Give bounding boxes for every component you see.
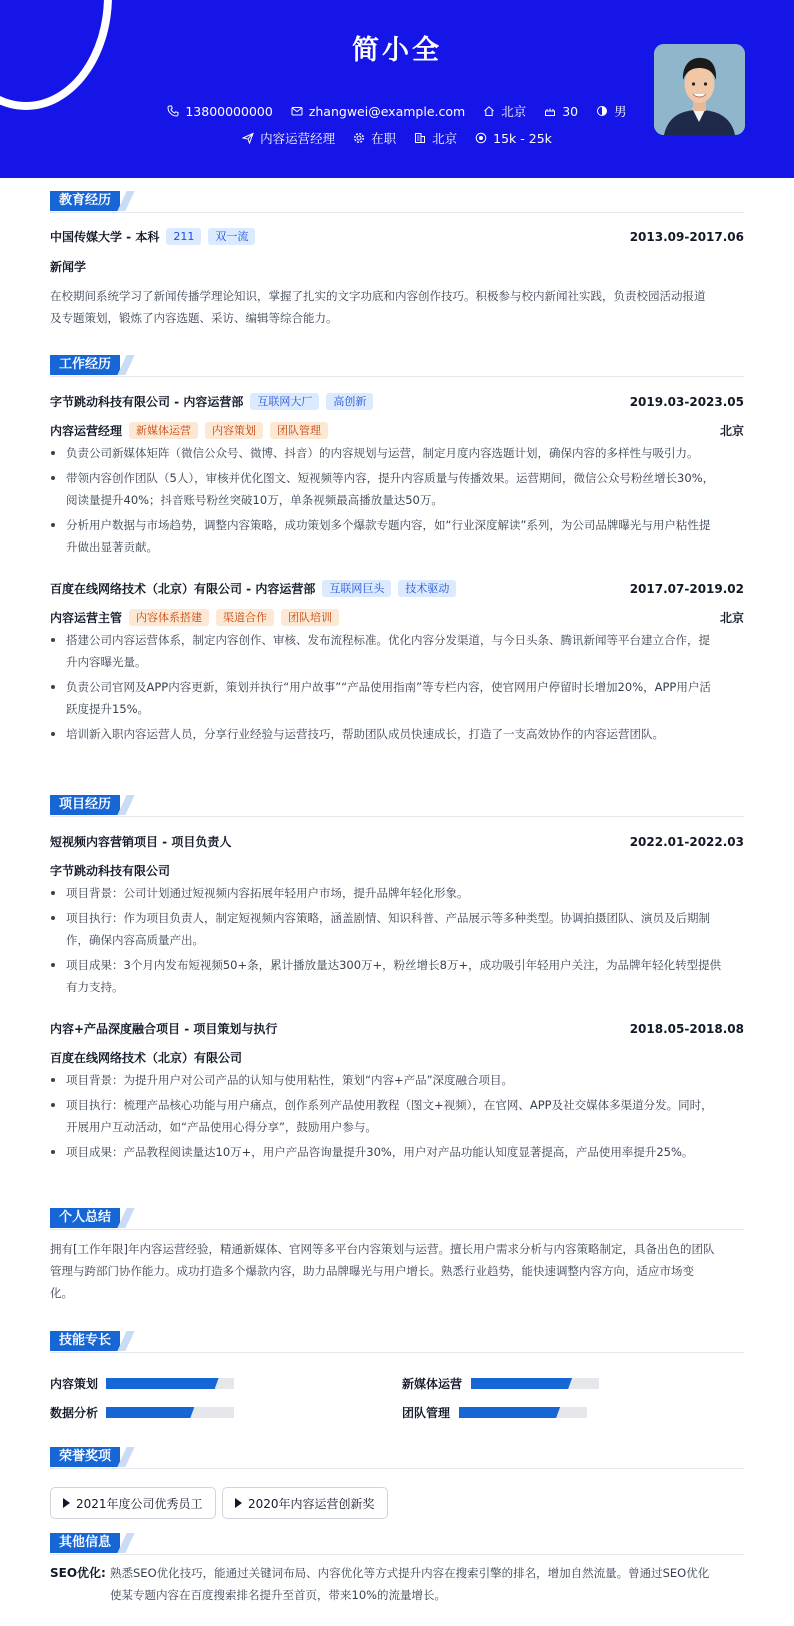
other-label: SEO优化: [50, 1566, 106, 1580]
bullet-item [50, 629, 744, 673]
company-name: 字节跳动科技有限公司 - 内容运营部 [50, 395, 244, 409]
bullet-item [50, 442, 744, 464]
company-tag: 技术驱动 [398, 580, 456, 597]
bullet-item [50, 723, 744, 745]
job-company-row [50, 580, 744, 597]
school-tag: 双一流 [208, 228, 255, 245]
role-tag: 团队管理 [270, 422, 328, 439]
school-name: 中国传媒大学 - 本科 [50, 230, 160, 244]
text-line: 分析用户数据与市场趋势，调整内容策略，成功策划多个爆款专题内容，如“行业深度解读”系列，为公司品牌曝光与用户粘性提 [66, 518, 711, 532]
bullet-item [50, 1069, 744, 1091]
honors-heading [50, 1447, 744, 1469]
text-line: 升做出显著贡献。 [66, 540, 158, 554]
work-section [50, 355, 744, 741]
summary-heading [50, 1208, 744, 1230]
candidate-name: 简小全 [352, 35, 442, 66]
status-text: 在职 [371, 131, 397, 146]
bullet-item [50, 954, 744, 998]
skill-bar [459, 1407, 587, 1418]
resume-header [0, 0, 794, 178]
salary-text: 15k - 25k [493, 130, 552, 146]
text-line: 拥有[工作年限]年内容运营经验，精通新媒体、官网等多平台内容策划与运营。擅长用户需求分析与内容策略制定，具备出色的团队 [50, 1242, 715, 1256]
other-text [110, 1562, 744, 1606]
building-icon [414, 132, 426, 144]
text-line: 跃度提升15%。 [66, 702, 150, 716]
phone-info [167, 102, 272, 120]
age-text: 30 [562, 103, 579, 119]
gender-info [596, 102, 627, 120]
mail-icon [291, 105, 303, 117]
job-role-row [50, 609, 744, 626]
bullet-item [50, 882, 744, 904]
cake-icon [544, 105, 556, 117]
project-date: 2022.01-2022.03 [629, 834, 744, 849]
summary-text [50, 1238, 744, 1304]
skill-fill [471, 1378, 572, 1389]
project-row [50, 1020, 744, 1037]
text-line: 项目背景：为提升用户对公司产品的认知与使用粘性，策划“内容+产品”深度融合项目。 [66, 1073, 514, 1087]
text-line: 负责公司官网及APP内容更新，策划并执行“用户故事”“产品使用指南”等专栏内容，使官网用户停留时长增加20%，APP用户活 [66, 680, 711, 694]
play-icon [63, 1498, 70, 1508]
job-company-row [50, 393, 744, 410]
text-line: 项目成果：3个月内发布短视频50+条，累计播放量达300万+，粉丝增长8万+，成功吸引年轻用户关注，为品牌年轻化转型提供 [66, 958, 722, 972]
gear-icon [353, 132, 365, 144]
skill-label: 新媒体运营 [402, 1377, 463, 1391]
age-info [544, 102, 578, 120]
education-heading [50, 191, 744, 213]
position-text: 内容运营经理 [260, 131, 336, 146]
send-icon [242, 132, 254, 144]
bullet-item [50, 907, 744, 951]
projects-section [50, 795, 744, 1159]
text-line: 化。 [50, 1286, 73, 1300]
summary-section [50, 1208, 744, 1300]
honors-list [50, 1487, 744, 1519]
text-line: 项目背景：公司计划通过短视频内容拓展年轻用户市场，提升品牌年轻化形象。 [66, 886, 469, 900]
skill-fill [106, 1407, 194, 1418]
section-title: 教育经历 [50, 191, 120, 211]
phone-icon [167, 105, 179, 117]
city-text: 北京 [432, 131, 458, 146]
skill-bar [106, 1378, 234, 1389]
coin-icon [475, 132, 487, 144]
portrait-image [654, 44, 745, 135]
text-line: 项目成果：产品教程阅读量达10万+，用户产品咨询量提升30%，用户对产品功能认知度显著提高，产品使用率提升25%。 [66, 1145, 694, 1159]
text-line: 开展用户互动活动，如“产品使用心得分享”，鼓励用户参与。 [66, 1120, 377, 1134]
text-line: 及专题策划，锻炼了内容选题、采访、编辑等综合能力。 [50, 311, 338, 325]
skills-heading [50, 1331, 744, 1353]
salary-info [475, 129, 552, 147]
job-city: 北京 [719, 424, 744, 438]
hometown-info [483, 102, 526, 120]
project-date: 2018.05-2018.08 [629, 1021, 744, 1036]
other-section [50, 1533, 744, 1602]
hometown-text: 北京 [501, 104, 527, 119]
status-info [353, 129, 396, 147]
skill-bar [106, 1407, 234, 1418]
company-tag: 互联网大厂 [250, 393, 319, 410]
projects-heading [50, 795, 744, 817]
email-info [291, 102, 465, 120]
role-tag: 新媒体运营 [129, 422, 198, 439]
text-line: 搭建公司内容运营体系，制定内容创作、审核、发布流程标准。优化内容分发渠道，与今日头条、腾讯新闻等平台建立合作，提 [66, 633, 710, 647]
text-line: 带领内容创作团队（5人），审核并优化图文、短视频等内容，提升内容质量与传播效果。运营期间，微信公众号粉丝增长30%， [66, 471, 715, 485]
text-line: 项目执行：作为项目负责人，制定短视频内容策略，涵盖剧情、知识科普、产品展示等多种类型。协调拍摄团队、演员及后期制 [66, 911, 710, 925]
role-tag: 渠道合作 [216, 609, 274, 626]
email-text: zhangwei@example.com [308, 103, 466, 119]
major-name: 新闻学 [50, 260, 87, 274]
education-date: 2013.09-2017.06 [629, 229, 744, 244]
text-line: 有力支持。 [66, 980, 124, 994]
award-label: 2020年内容运营创新奖 [248, 1496, 375, 1511]
school-tag: 211 [166, 228, 201, 245]
bullet-item [50, 1094, 744, 1138]
award-item [50, 1487, 216, 1519]
skills-section [50, 1331, 744, 1420]
text-line: 在校期间系统学习了新闻传播学理论知识，掌握了扎实的文字功底和内容创作技巧。积极参与校内新闻社实践，负责校园活动报道 [50, 289, 706, 303]
section-title: 个人总结 [50, 1208, 120, 1228]
section-title: 技能专长 [50, 1331, 120, 1351]
section-title: 工作经历 [50, 355, 120, 375]
project-org: 字节跳动科技有限公司 [50, 864, 171, 878]
role-tag: 内容策划 [205, 422, 263, 439]
job-date: 2017.07-2019.02 [629, 581, 744, 596]
job-date: 2019.03-2023.05 [629, 394, 744, 409]
project-name: 短视频内容营销项目 - 项目负责人 [50, 835, 232, 849]
job-role: 内容运营经理 [50, 424, 123, 438]
award-item [222, 1487, 388, 1519]
text-line: 熟悉SEO优化技巧，能通过关键词布局、内容优化等方式提升内容在搜索引擎的排名，增加自然流量。曾通过SEO优化 [110, 1566, 710, 1580]
bullet-item [50, 467, 744, 511]
skill-label: 团队管理 [402, 1406, 451, 1420]
text-line: 使某专题内容在百度搜索排名提升至首页，带来10%的流量增长。 [110, 1588, 447, 1602]
text-line: 阅读量提升40%；抖音账号粉丝突破10万，单条视频最高播放量达50万。 [66, 493, 443, 507]
section-title: 项目经历 [50, 795, 120, 815]
project-name: 内容+产品深度融合项目 - 项目策划与执行 [50, 1022, 278, 1036]
project-row [50, 833, 744, 850]
position-info [242, 129, 335, 147]
text-line: 项目执行：梳理产品核心功能与用户痛点，创作系列产品使用教程（图文+视频），在官网、APP及社交媒体多渠道分发。同时， [66, 1098, 713, 1112]
text-line: 作，确保内容高质量产出。 [66, 933, 204, 947]
company-name: 百度在线网络技术（北京）有限公司 - 内容运营部 [50, 582, 316, 596]
job-role: 内容运营主管 [50, 611, 123, 625]
text-line: 升内容曝光量。 [66, 655, 147, 669]
gender-text: 男 [614, 104, 627, 119]
phone-text: 13800000000 [185, 103, 273, 119]
city-info [414, 129, 457, 147]
text-line: 管理与跨部门协作能力。成功打造多个爆款内容，助力品牌曝光与用户增长。熟悉行业趋势，能快速调整内容方向，适应市场变 [50, 1264, 694, 1278]
skill-fill [459, 1407, 560, 1418]
company-tag: 高创新 [326, 393, 373, 410]
education-section [50, 191, 744, 325]
role-tag: 内容体系搭建 [129, 609, 209, 626]
section-title: 其他信息 [50, 1533, 120, 1553]
bullet-item [50, 514, 744, 558]
skill-bar [471, 1378, 599, 1389]
job-city: 北京 [719, 611, 744, 625]
home-icon [483, 105, 495, 117]
section-title: 荣誉奖项 [50, 1447, 120, 1467]
award-label: 2021年度公司优秀员工 [76, 1496, 203, 1511]
company-tag: 互联网巨头 [322, 580, 391, 597]
text-line: 培训新入职内容运营人员，分享行业经验与运营技巧，帮助团队成员快速成长，打造了一支高效协作的内容运营团队。 [66, 727, 664, 741]
skill-fill [106, 1378, 219, 1389]
avatar [654, 44, 745, 135]
work-heading [50, 355, 744, 377]
other-heading [50, 1533, 744, 1555]
skill-label: 数据分析 [50, 1406, 99, 1420]
play-icon [235, 1498, 242, 1508]
job-role-row [50, 422, 744, 439]
honors-section [50, 1447, 744, 1511]
education-row [50, 228, 744, 245]
bullet-item [50, 1141, 744, 1163]
education-description [50, 285, 744, 329]
role-tag: 团队培训 [281, 609, 339, 626]
project-org: 百度在线网络技术（北京）有限公司 [50, 1051, 243, 1065]
gender-icon [596, 105, 608, 117]
bullet-item [50, 676, 744, 720]
text-line: 负责公司新媒体矩阵（微信公众号、微博、抖音）的内容规划与运营，制定月度内容选题计划，确保内容的多样性与吸引力。 [66, 446, 699, 460]
skill-label: 内容策划 [50, 1377, 99, 1391]
